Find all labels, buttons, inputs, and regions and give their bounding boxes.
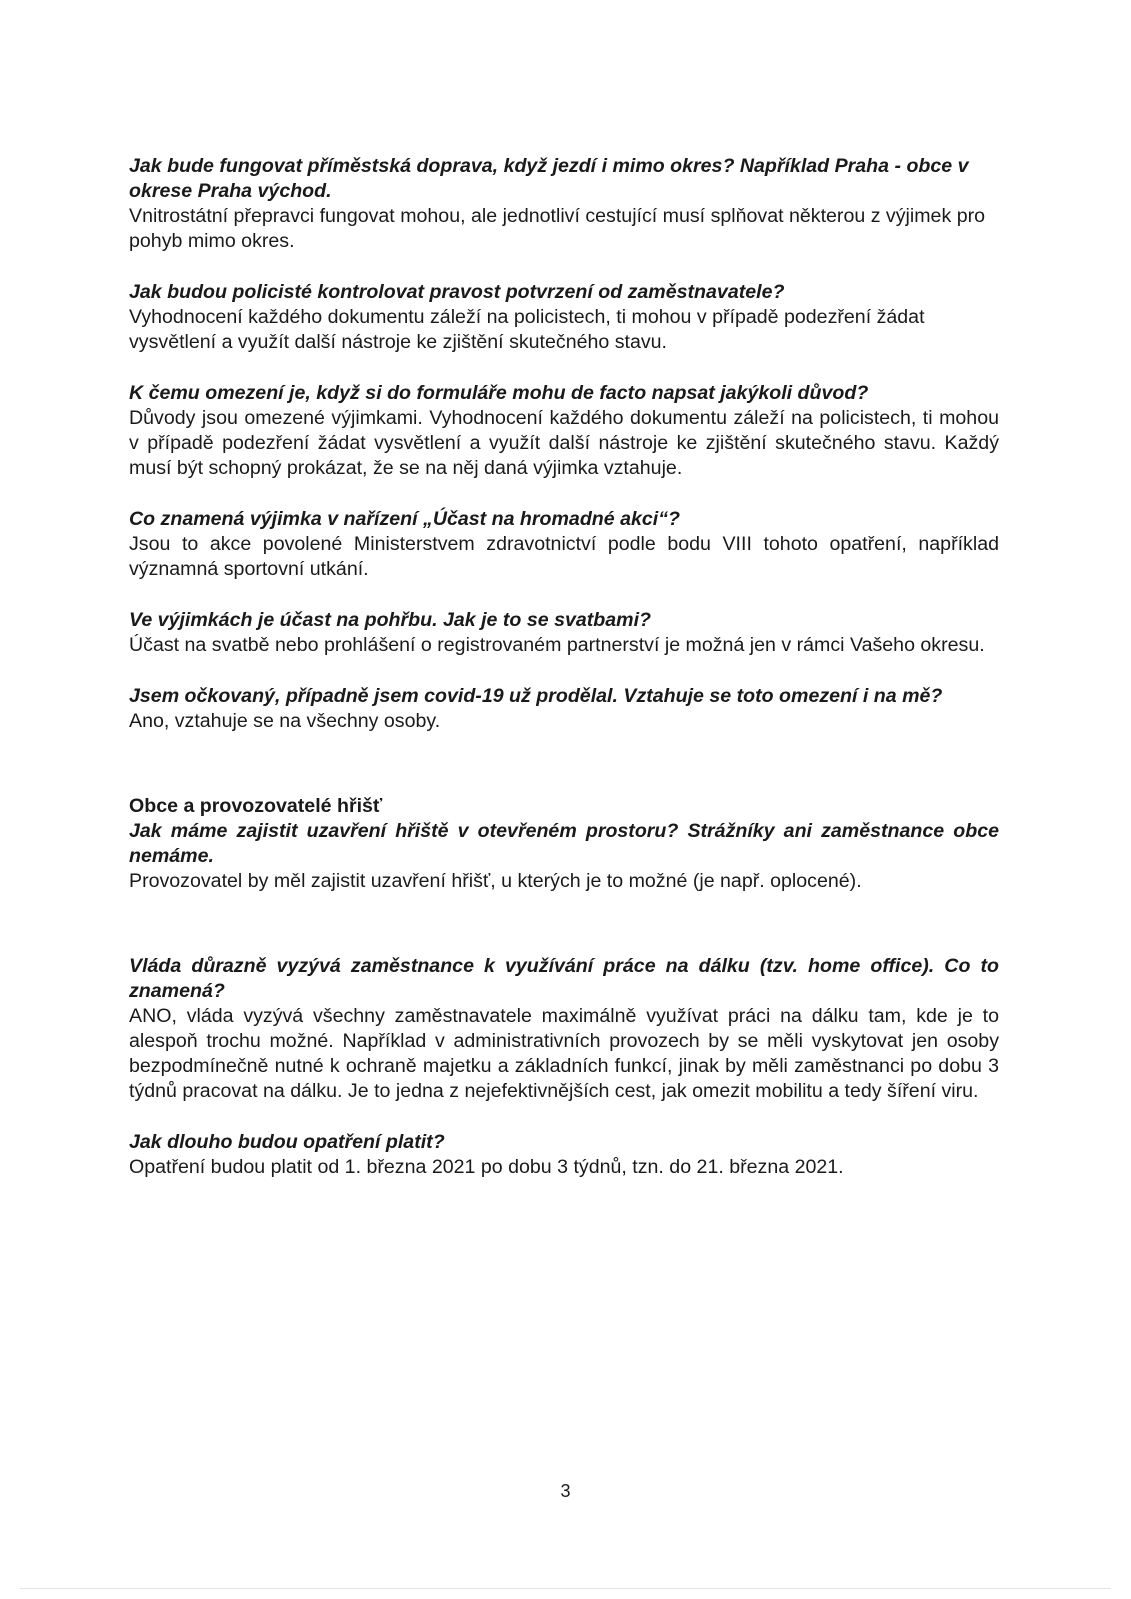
faq-answer: Jsou to akce povolené Ministerstvem zdravotnictví podle bodu VIII tohoto opatření, například významná sportovní utkání. bbox=[129, 533, 999, 580]
faq-content bbox=[129, 154, 999, 1206]
faq-answer: Vyhodnocení každého dokumentu záleží na policistech, ti mohou v případě podezření žádat vysvětlení a využít další nástroje ke zjištění skutečného stavu. bbox=[129, 306, 925, 353]
faq-answer: Vnitrostátní přepravci fungovat mohou, ale jednotliví cestující musí splňovat některou z výjimek pro pohyb mimo okres. bbox=[129, 205, 986, 252]
faq-item bbox=[129, 381, 999, 481]
faq-answer: Provozovatel by měl zajistit uzavření hřišť, u kterých je to možné (je např. oplocené). bbox=[129, 870, 862, 892]
faq-question: Jak máme zajistit uzavření hřiště v otevřeném prostoru? Strážníky ani zaměstnance obce nemáme. bbox=[129, 820, 999, 867]
faq-question: K čemu omezení je, když si do formuláře mohu de facto napsat jakýkoli důvod? bbox=[129, 382, 869, 404]
faq-item bbox=[129, 280, 999, 355]
faq-answer: Účast na svatbě nebo prohlášení o registrovaném partnerství je možná jen v rámci Vašeho okresu. bbox=[129, 634, 985, 656]
section-title: Obce a provozovatelé hřišť bbox=[129, 795, 383, 817]
faq-item bbox=[129, 794, 999, 894]
faq-item bbox=[129, 684, 999, 734]
faq-answer: ANO, vláda vyzývá všechny zaměstnavatele maximálně využívat práci na dálku tam, kde je to alespoň trochu možné. Například v administrativních provozech by se měli vyskytovat jen osoby bezpodmínečně nutné k ochraně majetku a základních funkcí, jinak by měli zaměstnanci po dobu 3 týdnů pracovat na dálku. Je to jedna z nejefektivnějších cest, jak omezit mobilitu a tedy šíření viru. bbox=[129, 1005, 999, 1102]
page-number: 3 bbox=[560, 1481, 571, 1501]
faq-question: Vláda důrazně vyzývá zaměstnance k využívání práce na dálku (tzv. home office). Co to znamená? bbox=[129, 955, 999, 1002]
faq-question: Jak bude fungovat příměstská doprava, když jezdí i mimo okres? Například Praha - obce v okrese Praha východ. bbox=[129, 155, 969, 202]
page-bottom-edge bbox=[20, 1588, 1111, 1589]
faq-item bbox=[129, 954, 999, 1104]
faq-question: Jak budou policisté kontrolovat pravost potvrzení od zaměstnavatele? bbox=[129, 281, 785, 303]
faq-answer: Důvody jsou omezené výjimkami. Vyhodnocení každého dokumentu záleží na policistech, ti mohou v případě podezření žádat vysvětlení a využít další nástroje ke zjištění skutečného stavu. Každý musí být schopný prokázat, že se na něj daná výjimka vztahuje. bbox=[129, 407, 999, 479]
faq-answer: Ano, vztahuje se na všechny osoby. bbox=[129, 710, 441, 732]
faq-item bbox=[129, 154, 999, 254]
faq-question: Jak dlouho budou opatření platit? bbox=[129, 1131, 445, 1153]
faq-answer: Opatření budou platit od 1. března 2021 po dobu 3 týdnů, tzn. do 21. března 2021. bbox=[129, 1156, 844, 1178]
faq-question: Ve výjimkách je účast na pohřbu. Jak je to se svatbami? bbox=[129, 609, 651, 631]
faq-item bbox=[129, 507, 999, 582]
faq-item bbox=[129, 1130, 999, 1180]
faq-question: Co znamená výjimka v nařízení „Účast na hromadné akci“? bbox=[129, 508, 680, 530]
faq-item bbox=[129, 608, 999, 658]
faq-question: Jsem očkovaný, případně jsem covid-19 už prodělal. Vztahuje se toto omezení i na mě? bbox=[129, 685, 943, 707]
